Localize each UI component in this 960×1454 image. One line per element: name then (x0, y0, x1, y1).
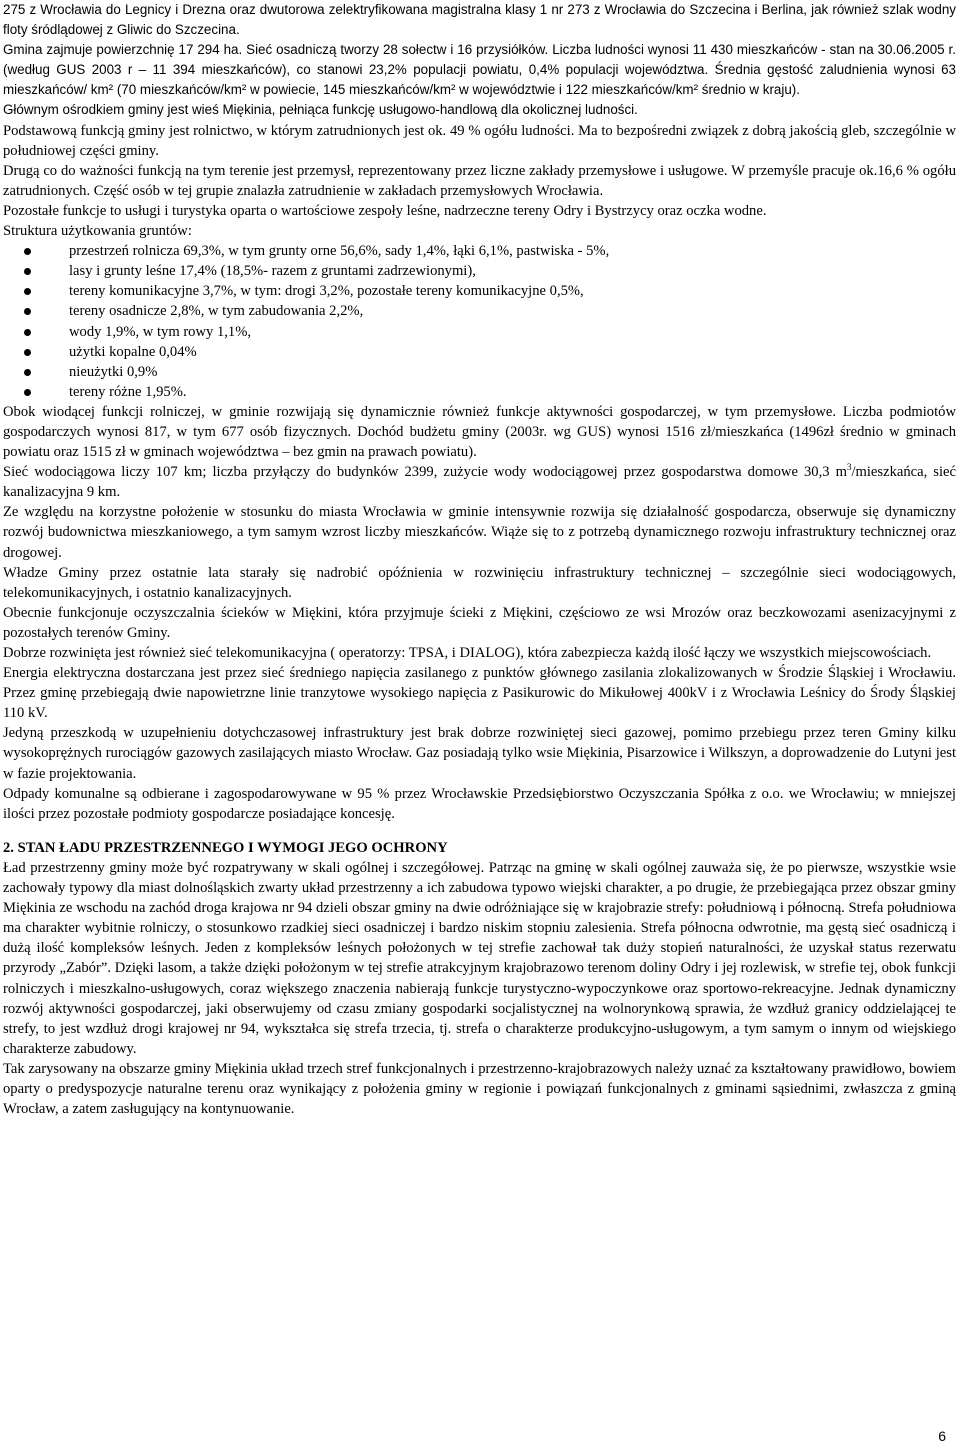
paragraph-transport (3, 0, 956, 40)
text-area: Gmina zajmuje powierzchnię 17 294 ha. Sieć osadniczą tworzy 28 sołectw i 16 przysiółków. Liczba ludności wynosi 11 430 mieszkańców - stan na 30.06.2005 r. (3, 42, 956, 58)
text-main-center: Głównym ośrodkiem gminy jest wieś Miękinia, pełniąca funkcję usługowo-handlową dla okolicznej ludności. (3, 102, 638, 118)
paragraph-main-center (3, 100, 956, 120)
paragraph-waste: Odpady komunalne są odbierane i zagospodarowywane w 95 % przez Wrocławskie Przedsiębiorstwo Oczyszczania Spółka z o.o. we Wrocławiu; w mniejszej ilości przez pozostałe podmioty gospodarcze posiadające koncesję. (3, 785, 956, 822)
paragraph-water (3, 462, 956, 502)
section-heading: 2. STAN ŁADU PRZESTRZENNEGO I WYMOGI JEGO OCHRONY (3, 839, 448, 856)
page-number: 6 (938, 1428, 946, 1444)
document-page (3, 0, 956, 1119)
paragraph-population (3, 40, 956, 100)
paragraph-spatial-order: Ład przestrzenny gminy może być rozpatrywany w skali ogólnej i szczegółowej. Patrząc na gminę w skali ogólnej zauważa się, że po pierwsze, wszystkie wsie zachowały typowy dla miast dolnośląskich zwarty układ przestrzenny a ich zabudowa typowo wiejski charakter, a po drugie, że przebiegająca przez obszar gminy Miękinia ze wschodu na zachód droga krajowa nr 94 dzieli obszar gminy na dwie odróżniające się w krajobrazie strefy: południową i północną. Strefa południowa ma charakter wybitnie rolniczy, o stosunkowo rzadkiej sieci osadniczej i bardzo niskim stopniu zalesienia. Strefa północna odwrotnie, ma gęstą sieć osadniczą i dużą ilość kompleksów leśnych. Jeden z kompleksów leśnych położonych w tej strefie zachował tak duży stopień naturalności, że uzyskał status rezerwatu przyrody „Zabór”. Dzięki lasom, a także dzięki położonym w tej strefie atrakcyjnym krajobrazowo terenom doliny Odry i jej rozlewisk, w strefie tej, obok funkcji rolniczych i mieszkalno-usługowych, coraz większego znaczenia nabierają funkcje turystyczno-wypoczynkowe oraz sportowo-rekreacyjne. Jednak dynamiczny rozwój aktywności gospodarczej, jaki obserwujemy od czasu zmiany gospodarki socjalistycznej na wolnorynkową sprawia, że wzdłuż granicy oddzielającej te strefy, to jest wzdłuż drogi krajowej nr 94, wykształca się strefa trzecia, tj. strefa o charakterze produkcyjno-usługowym, a tym samym o innym od wiejskiego charakterze zabudowy. (3, 859, 956, 1057)
land-use-list (3, 241, 956, 402)
text-gus: (według GUS 2003 r – 11 394 mieszkańców), co stanowi 23,2% populacji powiatu, 0,4% populacji województwa. (3, 62, 709, 78)
paragraph-telecom: Dobrze rozwinięta jest również sieć telekomunikacyjna ( operatorzy: TPSA, i DIALOG), która zabezpiecza każdą ilość łączy we wszystkich miejscowościach. (3, 645, 932, 661)
text-density: Średnia gęstość zaludnienia wynosi 63 mieszkańców/ km² (70 mieszkańców/km² w powiecie, 145 mieszkańców/km² w województwie i 122 mieszkańców/km² średnio w kraju). (3, 62, 957, 98)
list-item: tereny osadnicze 2,8%, w tym zabudowania 2,2%, (3, 301, 956, 321)
paragraph-industry (3, 161, 956, 201)
text-industry-wroclaw: Część osób w tej grupie znalazła zatrudnienie w zakładach przemysłowych Wrocławia. (93, 182, 604, 199)
text-tourism: Pozostałe funkcje to usługi i turystyka oparta o wartościowe zespoły leśne, nadrzeczne tereny Odry i Bystrzycy oraz oczka wodne. (3, 202, 767, 219)
paragraph-infrastructure: Władze Gminy przez ostatnie lata starały się nadrobić opóźnienia w rozwinięciu infrastruktury technicznej – szczególnie sieci wodociągowych, telekomunikacyjnych, i ostatnio kanalizacyjnych. (3, 564, 956, 601)
text-industry: Drugą co do ważności funkcją na tym terenie jest przemysł, reprezentowany przez liczne zakłady przemysłowe i usługowe. W przemyśle pracuje ok.16,6 % ogółu zatrudnionych. (3, 162, 956, 199)
list-item: użytki kopalne 0,04% (3, 342, 956, 362)
list-item: przestrzeń rolnicza 69,3%, w tym grunty orne 56,6%, sady 1,4%, łąki 6,1%, pastwiska - 5%, (3, 241, 956, 261)
text-soil: Ma to bezpośredni związek z dobrą jakością gleb, szczególnie w południowej części gminy. (3, 122, 956, 159)
paragraph-zones-summary: Tak zarysowany na obszarze gminy Miękinia układ trzech stref funkcjonalnych i przestrzenno-krajobrazowych należy uznać za kształtowany prawidłowo, bowiem oparty o predyspozycje naturalne terenu oraz wynikający z położenia gminy w regionie i powiązań funkcjonalnych z gminami sąsiednimi, zwłaszcza z gminą Wrocław, a zatem zasługujący na kontynuowanie. (3, 1060, 956, 1118)
paragraph-land-use-title (3, 221, 956, 241)
text-water-sup: 3 (846, 462, 852, 473)
text-agriculture: Podstawową funkcją gminy jest rolnictwo, w którym zatrudnionych jest ok. 49 % ogółu ludności. (3, 122, 575, 139)
text-water-before: Sieć wodociągowa liczy 107 km; liczba przyłączy do budynków 2399, zużycie wody wodociągowej przez gospodarstwa domowe 30,3 m (3, 464, 847, 481)
paragraph-gas: Jedyną przeszkodą w uzupełnieniu dotychczasowej infrastruktury jest brak dobrze rozwiniętej sieci gazowej, pomimo przebiegu przez teren Gminy kilku wysokoprężnych rurociągów gazowych zasilających miasto Wrocław. Gaz posiadają tylko wsie Miękinia, Pisarzowice i Wilkszyn, a doprowadzenie do Lutyni jest w fazie projektowania. (3, 725, 956, 782)
paragraph-tourism (3, 201, 956, 221)
paragraph-agriculture (3, 121, 956, 161)
list-item: wody 1,9%, w tym rowy 1,1%, (3, 322, 956, 342)
list-item: nieużytki 0,9% (3, 362, 956, 382)
text-transport: 275 z Wrocławia do Legnicy i Drezna oraz dwutorowa zelektryfikowana magistralna klasy 1 nr 273 z Wrocławia do Szczecina i Berlina, jak również szlak wodny floty śródlądowej z Gliwic do Szczecina. (3, 2, 956, 38)
paragraph-development: Ze względu na korzystne położenie w stosunku do miasta Wrocławia w gminie intensywnie rozwija się działalność gospodarcza, obserwuje się dynamiczny rozwój budownictwa mieszkaniowego, a tym samym wzrost liczby mieszkańców. Wiąże się to z potrzebą dynamicznego rozwoju infrastruktury technicznej oraz drogowej. (3, 504, 956, 561)
text-land-use-title: Struktura użytkowania gruntów: (3, 223, 192, 240)
paragraph-economy: Obok wiodącej funkcji rolniczej, w gminie rozwijają się dynamicznie również funkcje aktywności gospodarczej, w tym przemysłowe. Liczba podmiotów gospodarczych wynosi 817, w tym 677 osób fizycznych. Dochód budżetu gminy (2003r. wg GUS) wynosi 1516 zł/mieszkańca (1496zł średnio w gminach powiatu oraz 1515 zł w gminach województwa – bez gmin na prawach powiatu). (3, 403, 956, 461)
list-item: tereny różne 1,95%. (3, 382, 956, 402)
text-water-after: /mieszkańca, sieć kanalizacyjna 9 km. (3, 464, 956, 501)
list-item: tereny komunikacyjne 3,7%, w tym: drogi 3,2%, pozostałe tereny komunikacyjne 0,5%, (3, 281, 956, 301)
paragraph-sewage: Obecnie funkcjonuje oczyszczalnia ścieków w Miękini, która przyjmuje ścieki z Miękini, częściowo ze wsi Mrozów oraz beczkowozami asenizacyjnymi z pozostałych terenów Gminy. (3, 604, 956, 641)
paragraph-energy: Energia elektryczna dostarczana jest przez sieć średniego napięcia zasilanego z punktów głównego zasilania zlokalizowanych w Środzie Śląskiej i Wrocławiu. Przez gminę przebiegają dwie napowietrzne linie tranzytowe wysokiego napięcia z Pasikurowic do Mikułowej 400kV i z Wrocławia Leśnicy do Środy Śląskiej 110 kV. (3, 665, 956, 722)
list-item: lasy i grunty leśne 17,4% (18,5%- razem z gruntami zadrzewionymi), (3, 261, 956, 281)
